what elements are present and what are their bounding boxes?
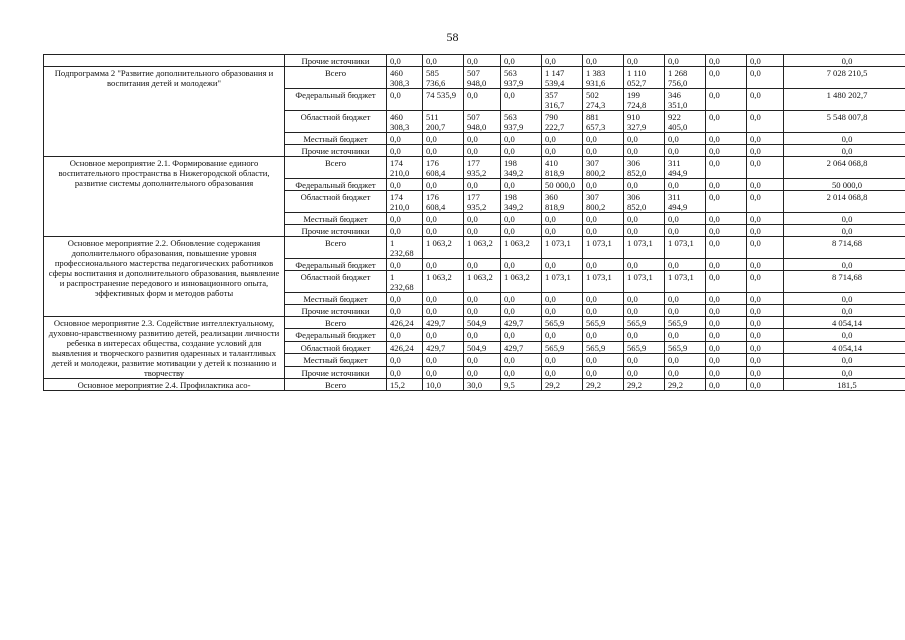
value-cell: 0,0 — [387, 55, 423, 67]
value-cell: 0,0 — [624, 179, 665, 191]
value-cell: 0,0 — [464, 179, 501, 191]
value-cell: 0,0 — [387, 329, 423, 341]
total-value-cell: 0,0 — [784, 259, 905, 271]
value-cell: 0,0 — [387, 293, 423, 305]
value-cell: 0,0 — [747, 341, 784, 353]
value-cell: 1 073,1 — [583, 237, 624, 259]
value-cell: 0,0 — [706, 354, 747, 366]
value-cell: 922 405,0 — [665, 111, 706, 133]
program-title: Основное мероприятие 2.3. Содействие интеллектуальному, духовно-нравственному развитию детей, реализации личности ребенка в интересах общества, создание условий для выявления и творческого развития одаренных и талантливых детей и молодежи, развитие мотивации у детей к познанию и творчеству — [44, 317, 285, 379]
funding-source: Всего — [285, 157, 387, 179]
value-cell: 0,0 — [583, 213, 624, 225]
value-cell: 307 800,2 — [583, 191, 624, 213]
total-value-cell: 7 028 210,5 — [784, 67, 905, 89]
value-cell: 0,0 — [706, 179, 747, 191]
value-cell: 565,9 — [665, 341, 706, 353]
value-cell: 0,0 — [501, 213, 542, 225]
value-cell: 565,9 — [665, 317, 706, 329]
value-cell: 0,0 — [747, 379, 784, 391]
value-cell: 0,0 — [747, 191, 784, 213]
value-cell: 9,5 — [501, 379, 542, 391]
value-cell: 0,0 — [706, 191, 747, 213]
value-cell: 0,0 — [665, 225, 706, 237]
value-cell: 174 210,0 — [387, 191, 423, 213]
value-cell: 0,0 — [706, 111, 747, 133]
value-cell: 1 232,68 — [387, 237, 423, 259]
value-cell: 0,0 — [501, 329, 542, 341]
total-value-cell: 0,0 — [784, 293, 905, 305]
value-cell: 0,0 — [706, 133, 747, 145]
value-cell: 1 063,2 — [423, 237, 464, 259]
value-cell: 504,9 — [464, 317, 501, 329]
funding-source: Местный бюджет — [285, 354, 387, 366]
value-cell: 565,9 — [583, 341, 624, 353]
value-cell: 0,0 — [665, 354, 706, 366]
value-cell: 565,9 — [542, 317, 583, 329]
value-cell: 0,0 — [542, 133, 583, 145]
funding-source: Местный бюджет — [285, 213, 387, 225]
value-cell: 565,9 — [583, 317, 624, 329]
funding-source: Областной бюджет — [285, 111, 387, 133]
value-cell: 0,0 — [665, 366, 706, 378]
value-cell: 0,0 — [624, 293, 665, 305]
value-cell: 50 000,0 — [542, 179, 583, 191]
value-cell: 0,0 — [624, 145, 665, 157]
total-value-cell: 4 054,14 — [784, 317, 905, 329]
table-row — [44, 67, 905, 89]
value-cell: 0,0 — [583, 329, 624, 341]
program-title: Основное мероприятие 2.4. Профилактика асо- — [44, 379, 285, 391]
value-cell: 910 327,9 — [624, 111, 665, 133]
funding-source: Прочие источники — [285, 55, 387, 67]
value-cell: 0,0 — [665, 259, 706, 271]
value-cell: 0,0 — [423, 55, 464, 67]
value-cell: 565,9 — [542, 341, 583, 353]
value-cell: 0,0 — [387, 145, 423, 157]
funding-source: Областной бюджет — [285, 271, 387, 293]
value-cell: 460 308,3 — [387, 67, 423, 89]
value-cell: 565,9 — [624, 341, 665, 353]
value-cell: 29,2 — [624, 379, 665, 391]
value-cell: 0,0 — [747, 237, 784, 259]
total-value-cell: 4 054,14 — [784, 341, 905, 353]
value-cell: 426,24 — [387, 341, 423, 353]
value-cell: 0,0 — [624, 133, 665, 145]
value-cell: 1 232,68 — [387, 271, 423, 293]
value-cell: 1 063,2 — [464, 271, 501, 293]
value-cell: 0,0 — [387, 133, 423, 145]
value-cell: 0,0 — [423, 225, 464, 237]
value-cell: 29,2 — [542, 379, 583, 391]
value-cell: 0,0 — [706, 213, 747, 225]
value-cell: 0,0 — [706, 341, 747, 353]
table-row — [44, 55, 905, 67]
value-cell: 0,0 — [706, 145, 747, 157]
table-row — [44, 157, 905, 179]
funding-source: Прочие источники — [285, 305, 387, 317]
value-cell: 29,2 — [583, 379, 624, 391]
value-cell: 790 222,7 — [542, 111, 583, 133]
value-cell: 0,0 — [747, 317, 784, 329]
total-value-cell: 1 480 202,7 — [784, 89, 905, 111]
value-cell: 0,0 — [542, 305, 583, 317]
value-cell: 10,0 — [423, 379, 464, 391]
value-cell: 460 308,3 — [387, 111, 423, 133]
value-cell: 0,0 — [706, 157, 747, 179]
value-cell: 563 937,9 — [501, 67, 542, 89]
value-cell: 429,7 — [423, 341, 464, 353]
value-cell: 0,0 — [583, 366, 624, 378]
value-cell: 176 608,4 — [423, 191, 464, 213]
value-cell: 0,0 — [464, 145, 501, 157]
value-cell: 0,0 — [583, 145, 624, 157]
value-cell: 198 349,2 — [501, 191, 542, 213]
value-cell: 0,0 — [747, 179, 784, 191]
table-row — [44, 379, 905, 391]
value-cell: 0,0 — [387, 89, 423, 111]
value-cell: 174 210,0 — [387, 157, 423, 179]
value-cell: 0,0 — [464, 133, 501, 145]
total-value-cell: 2 014 068,8 — [784, 191, 905, 213]
value-cell: 0,0 — [501, 89, 542, 111]
value-cell: 0,0 — [423, 145, 464, 157]
value-cell: 0,0 — [542, 259, 583, 271]
value-cell: 0,0 — [624, 213, 665, 225]
funding-source: Местный бюджет — [285, 133, 387, 145]
value-cell: 1 268 756,0 — [665, 67, 706, 89]
value-cell: 0,0 — [501, 145, 542, 157]
value-cell: 0,0 — [387, 366, 423, 378]
value-cell: 0,0 — [747, 271, 784, 293]
value-cell: 0,0 — [542, 366, 583, 378]
value-cell: 0,0 — [501, 55, 542, 67]
value-cell: 0,0 — [542, 213, 583, 225]
value-cell: 0,0 — [624, 366, 665, 378]
total-value-cell: 0,0 — [784, 225, 905, 237]
value-cell: 0,0 — [706, 55, 747, 67]
value-cell: 0,0 — [665, 329, 706, 341]
total-value-cell: 2 064 068,8 — [784, 157, 905, 179]
total-value-cell: 50 000,0 — [784, 179, 905, 191]
value-cell: 0,0 — [706, 89, 747, 111]
value-cell: 360 818,9 — [542, 191, 583, 213]
value-cell: 429,7 — [501, 317, 542, 329]
value-cell: 0,0 — [747, 157, 784, 179]
value-cell: 0,0 — [665, 293, 706, 305]
value-cell: 1 063,2 — [501, 271, 542, 293]
value-cell: 0,0 — [706, 293, 747, 305]
value-cell: 0,0 — [747, 305, 784, 317]
value-cell: 311 494,9 — [665, 191, 706, 213]
value-cell: 0,0 — [665, 133, 706, 145]
total-value-cell: 181,5 — [784, 379, 905, 391]
value-cell: 0,0 — [583, 305, 624, 317]
value-cell: 511 200,7 — [423, 111, 464, 133]
value-cell: 565,9 — [624, 317, 665, 329]
program-title: Основное мероприятие 2.1. Формирование единого воспитательного пространства в Нижегородской области, развитие системы дополнительного образования — [44, 157, 285, 237]
value-cell: 0,0 — [464, 354, 501, 366]
total-value-cell: 0,0 — [784, 55, 905, 67]
value-cell: 0,0 — [706, 225, 747, 237]
value-cell: 0,0 — [423, 179, 464, 191]
value-cell: 0,0 — [387, 225, 423, 237]
value-cell: 0,0 — [387, 259, 423, 271]
value-cell: 0,0 — [387, 179, 423, 191]
value-cell: 0,0 — [464, 259, 501, 271]
funding-source: Прочие источники — [285, 145, 387, 157]
value-cell: 29,2 — [665, 379, 706, 391]
funding-source: Прочие источники — [285, 225, 387, 237]
value-cell: 0,0 — [423, 259, 464, 271]
value-cell: 0,0 — [747, 329, 784, 341]
value-cell: 176 608,4 — [423, 157, 464, 179]
value-cell: 0,0 — [706, 67, 747, 89]
funding-source: Федеральный бюджет — [285, 259, 387, 271]
value-cell: 0,0 — [501, 366, 542, 378]
value-cell: 0,0 — [542, 329, 583, 341]
value-cell: 0,0 — [624, 225, 665, 237]
value-cell: 0,0 — [665, 179, 706, 191]
value-cell: 0,0 — [624, 354, 665, 366]
total-value-cell: 0,0 — [784, 213, 905, 225]
value-cell: 30,0 — [464, 379, 501, 391]
value-cell: 1 073,1 — [665, 237, 706, 259]
value-cell: 0,0 — [387, 213, 423, 225]
value-cell: 1 063,2 — [501, 237, 542, 259]
value-cell: 0,0 — [583, 293, 624, 305]
value-cell: 0,0 — [423, 366, 464, 378]
value-cell: 0,0 — [464, 225, 501, 237]
value-cell: 0,0 — [747, 67, 784, 89]
program-title — [44, 55, 285, 67]
value-cell: 306 852,0 — [624, 191, 665, 213]
value-cell: 0,0 — [747, 225, 784, 237]
value-cell: 15,2 — [387, 379, 423, 391]
funding-source: Прочие источники — [285, 366, 387, 378]
value-cell: 0,0 — [542, 145, 583, 157]
value-cell: 0,0 — [464, 293, 501, 305]
value-cell: 0,0 — [665, 305, 706, 317]
funding-source: Федеральный бюджет — [285, 89, 387, 111]
value-cell: 1 073,1 — [542, 271, 583, 293]
value-cell: 0,0 — [423, 354, 464, 366]
total-value-cell: 8 714,68 — [784, 271, 905, 293]
value-cell: 0,0 — [747, 213, 784, 225]
value-cell: 0,0 — [423, 329, 464, 341]
total-value-cell: 8 714,68 — [784, 237, 905, 259]
budget-table — [43, 54, 905, 391]
value-cell: 0,0 — [706, 237, 747, 259]
value-cell: 0,0 — [501, 354, 542, 366]
total-value-cell: 0,0 — [784, 366, 905, 378]
page-number: 58 — [446, 30, 459, 44]
value-cell: 0,0 — [747, 55, 784, 67]
value-cell: 0,0 — [583, 133, 624, 145]
value-cell: 0,0 — [706, 329, 747, 341]
program-title: Подпрограмма 2 "Развитие дополнительного образования и воспитания детей и молодежи" — [44, 67, 285, 157]
value-cell: 0,0 — [706, 305, 747, 317]
value-cell: 1 073,1 — [583, 271, 624, 293]
value-cell: 306 852,0 — [624, 157, 665, 179]
value-cell: 0,0 — [423, 305, 464, 317]
value-cell: 0,0 — [542, 354, 583, 366]
funding-source: Федеральный бюджет — [285, 329, 387, 341]
total-value-cell: 0,0 — [784, 145, 905, 157]
funding-source: Всего — [285, 317, 387, 329]
value-cell: 507 948,0 — [464, 67, 501, 89]
table-row — [44, 317, 905, 329]
value-cell: 0,0 — [706, 259, 747, 271]
value-cell: 0,0 — [501, 225, 542, 237]
value-cell: 199 724,8 — [624, 89, 665, 111]
value-cell: 0,0 — [624, 305, 665, 317]
value-cell: 0,0 — [464, 329, 501, 341]
value-cell: 0,0 — [501, 179, 542, 191]
value-cell: 74 535,9 — [423, 89, 464, 111]
value-cell: 881 657,3 — [583, 111, 624, 133]
funding-source: Местный бюджет — [285, 293, 387, 305]
value-cell: 0,0 — [747, 133, 784, 145]
value-cell: 1 110 052,7 — [624, 67, 665, 89]
value-cell: 1 063,2 — [423, 271, 464, 293]
value-cell: 0,0 — [542, 225, 583, 237]
value-cell: 0,0 — [464, 213, 501, 225]
value-cell: 585 736,6 — [423, 67, 464, 89]
value-cell: 0,0 — [665, 213, 706, 225]
funding-source: Областной бюджет — [285, 341, 387, 353]
value-cell: 311 494,9 — [665, 157, 706, 179]
value-cell: 429,7 — [501, 341, 542, 353]
value-cell: 0,0 — [423, 213, 464, 225]
value-cell: 177 935,2 — [464, 191, 501, 213]
value-cell: 0,0 — [583, 259, 624, 271]
value-cell: 0,0 — [747, 259, 784, 271]
value-cell: 1 063,2 — [464, 237, 501, 259]
value-cell: 0,0 — [501, 305, 542, 317]
value-cell: 0,0 — [387, 354, 423, 366]
value-cell: 502 274,3 — [583, 89, 624, 111]
value-cell: 1 073,1 — [624, 271, 665, 293]
total-value-cell: 0,0 — [784, 133, 905, 145]
value-cell: 0,0 — [747, 354, 784, 366]
value-cell: 0,0 — [423, 293, 464, 305]
value-cell: 0,0 — [624, 55, 665, 67]
value-cell: 0,0 — [583, 354, 624, 366]
value-cell: 0,0 — [624, 259, 665, 271]
value-cell: 0,0 — [665, 145, 706, 157]
value-cell: 410 818,9 — [542, 157, 583, 179]
value-cell: 0,0 — [501, 293, 542, 305]
value-cell: 0,0 — [583, 179, 624, 191]
value-cell: 0,0 — [423, 133, 464, 145]
value-cell: 1 383 931,6 — [583, 67, 624, 89]
value-cell: 198 349,2 — [501, 157, 542, 179]
value-cell: 1 073,1 — [542, 237, 583, 259]
value-cell: 0,0 — [501, 259, 542, 271]
value-cell: 307 800,2 — [583, 157, 624, 179]
value-cell: 0,0 — [706, 379, 747, 391]
value-cell: 1 147 539,4 — [542, 67, 583, 89]
funding-source: Всего — [285, 237, 387, 259]
value-cell: 507 948,0 — [464, 111, 501, 133]
value-cell: 0,0 — [464, 366, 501, 378]
value-cell: 0,0 — [747, 111, 784, 133]
value-cell: 0,0 — [542, 55, 583, 67]
value-cell: 0,0 — [706, 271, 747, 293]
funding-source: Федеральный бюджет — [285, 179, 387, 191]
total-value-cell: 0,0 — [784, 329, 905, 341]
value-cell: 357 316,7 — [542, 89, 583, 111]
value-cell: 0,0 — [464, 305, 501, 317]
value-cell: 0,0 — [624, 329, 665, 341]
value-cell: 0,0 — [464, 89, 501, 111]
value-cell: 0,0 — [387, 305, 423, 317]
value-cell: 0,0 — [665, 55, 706, 67]
value-cell: 177 935,2 — [464, 157, 501, 179]
value-cell: 0,0 — [747, 293, 784, 305]
total-value-cell: 0,0 — [784, 354, 905, 366]
value-cell: 0,0 — [706, 317, 747, 329]
funding-source: Областной бюджет — [285, 191, 387, 213]
program-title: Основное мероприятие 2.2. Обновление содержания дополнительного образования, повышение уровня профессионального мастерства педагогических работников сферы воспитания и дополнительного образования, выявление и распространение передового и инновационного опыта, эффективных форм и методов работы — [44, 237, 285, 317]
value-cell: 0,0 — [747, 366, 784, 378]
total-value-cell: 5 548 007,8 — [784, 111, 905, 133]
value-cell: 0,0 — [706, 366, 747, 378]
value-cell: 346 351,0 — [665, 89, 706, 111]
funding-source: Всего — [285, 67, 387, 89]
value-cell: 0,0 — [583, 225, 624, 237]
value-cell: 563 937,9 — [501, 111, 542, 133]
value-cell: 0,0 — [747, 89, 784, 111]
total-value-cell: 0,0 — [784, 305, 905, 317]
value-cell: 429,7 — [423, 317, 464, 329]
value-cell: 1 073,1 — [624, 237, 665, 259]
value-cell: 0,0 — [542, 293, 583, 305]
value-cell: 0,0 — [747, 145, 784, 157]
table-row — [44, 237, 905, 259]
value-cell: 426,24 — [387, 317, 423, 329]
value-cell: 0,0 — [501, 133, 542, 145]
funding-source: Всего — [285, 379, 387, 391]
value-cell: 0,0 — [464, 55, 501, 67]
value-cell: 0,0 — [583, 55, 624, 67]
value-cell: 1 073,1 — [665, 271, 706, 293]
value-cell: 504,9 — [464, 341, 501, 353]
